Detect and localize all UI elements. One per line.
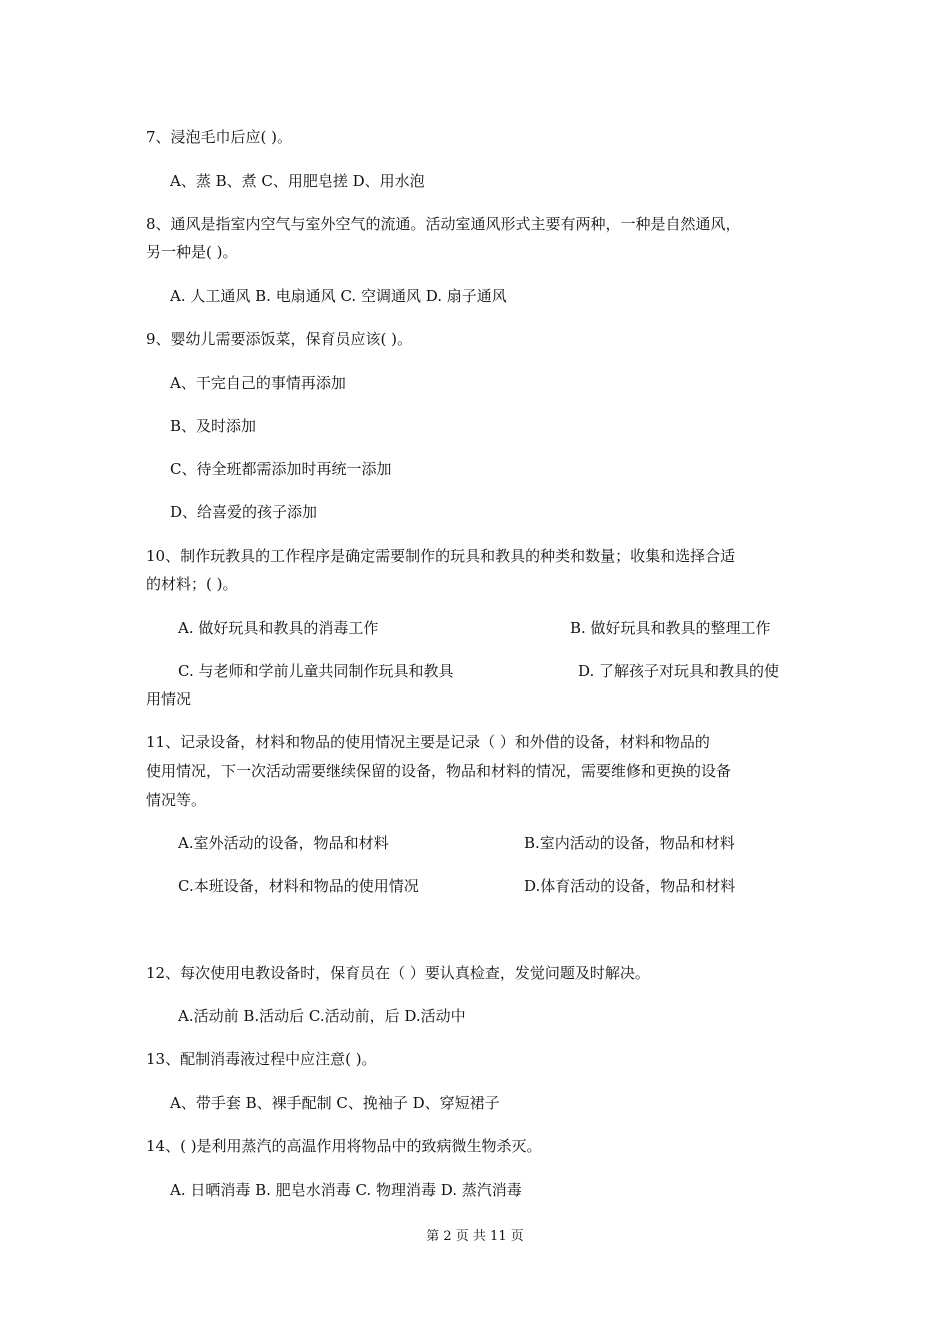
question-8-stem-line-2: 另一种是( )。 [146, 243, 238, 261]
question-11-option-a: A.室外活动的设备，物品和材料 [178, 834, 389, 852]
question-9-stem: 9、婴幼儿需要添饭菜，保育员应该( )。 [146, 330, 413, 348]
question-11-stem-line-3: 情况等。 [146, 791, 207, 809]
question-11-stem-line-2: 使用情况，下一次活动需要继续保留的设备，物品和材料的情况，需要维修和更换的设备 [146, 762, 732, 780]
question-11-stem-line-1: 11、记录设备，材料和物品的使用情况主要是记录（ ）和外借的设备，材料和物品的 [146, 733, 710, 751]
question-9-option-c: C、待全班都需添加时再统一添加 [170, 460, 392, 478]
question-10-option-d: D. 了解孩子对玩具和教具的使 [578, 662, 780, 680]
question-11-option-d: D.体育活动的设备，物品和材料 [524, 877, 736, 895]
question-9-option-d: D、给喜爱的孩子添加 [170, 503, 318, 521]
question-10-stem-line-2: 的材料；( )。 [146, 575, 238, 593]
question-11-option-c: C.本班设备，材料和物品的使用情况 [178, 877, 419, 895]
question-10-option-c: C. 与老师和学前儿童共同制作玩具和教具 [178, 662, 454, 680]
question-7-stem: 7、浸泡毛巾后应( )。 [146, 128, 293, 146]
question-10-stem-line-1: 10、制作玩教具的工作程序是确定需要制作的玩具和教具的种类和数量；收集和选择合适 [146, 547, 736, 565]
question-7-options: A、蒸 B、煮 C、用肥皂搓 D、用水泡 [170, 172, 425, 190]
question-12-options: A.活动前 B.活动后 C.活动前，后 D.活动中 [178, 1007, 466, 1025]
page-number-footer: 第 2 页 共 11 页 [426, 1229, 524, 1244]
question-13-options: A、带手套 B、裸手配制 C、挽袖子 D、穿短裙子 [170, 1094, 500, 1112]
question-10-option-d-continued: 用情况 [146, 690, 192, 708]
question-12-stem: 12、每次使用电教设备时，保育员在（ ）要认真检查，发觉问题及时解决。 [146, 964, 650, 982]
question-9-option-a: A、干完自己的事情再添加 [170, 374, 346, 392]
question-11-option-b: B.室内活动的设备，物品和材料 [524, 834, 735, 852]
question-14-options: A. 日晒消毒 B. 肥皂水消毒 C. 物理消毒 D. 蒸汽消毒 [170, 1181, 522, 1199]
question-10-option-b: B. 做好玩具和教具的整理工作 [570, 619, 771, 637]
question-13-stem: 13、配制消毒液过程中应注意( )。 [146, 1050, 377, 1068]
question-14-stem: 14、( )是利用蒸汽的高温作用将物品中的致病微生物杀灭。 [146, 1137, 542, 1155]
question-8-options: A. 人工通风 B. 电扇通风 C. 空调通风 D. 扇子通风 [170, 287, 507, 305]
question-10-option-a: A. 做好玩具和教具的消毒工作 [178, 619, 379, 637]
question-8-stem-line-1: 8、通风是指室内空气与室外空气的流通。活动室通风形式主要有两种，一种是自然通风， [146, 215, 741, 233]
question-9-option-b: B、及时添加 [170, 417, 257, 435]
